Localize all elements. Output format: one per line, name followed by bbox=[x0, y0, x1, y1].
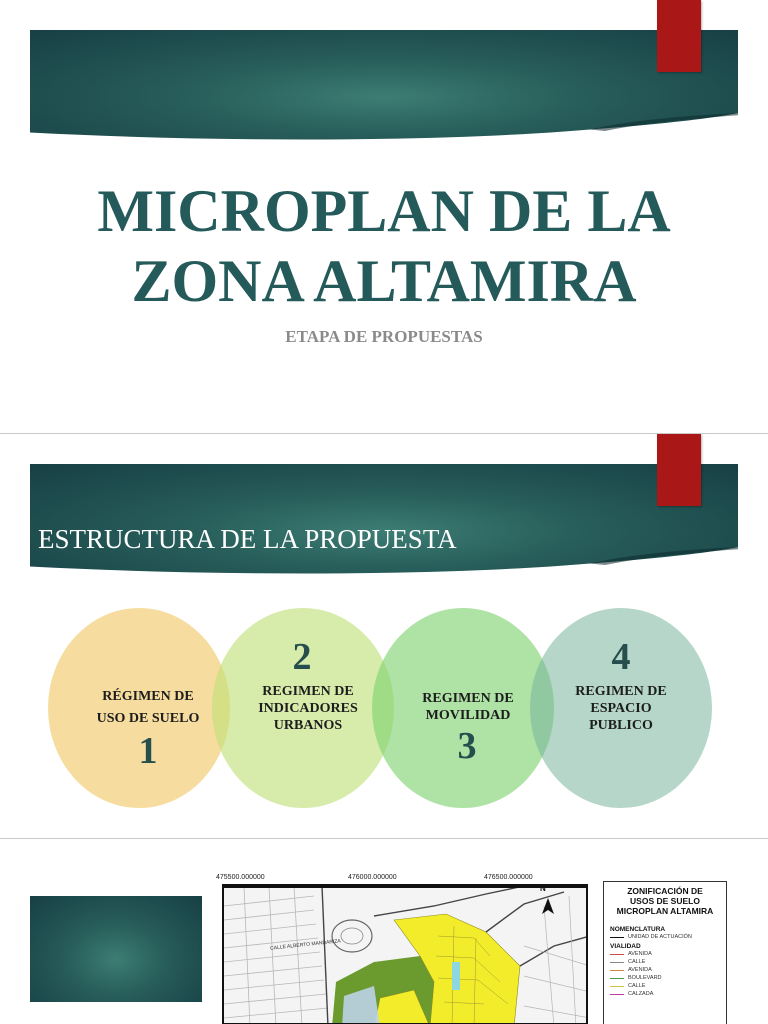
north-label: N bbox=[540, 884, 546, 893]
circle-4-line-3: PUBLICO bbox=[589, 718, 653, 733]
circle-2-label bbox=[238, 683, 378, 734]
legend-row-road bbox=[610, 974, 720, 982]
legend-row-label: BOULEVARD bbox=[628, 975, 662, 981]
legend-row-label: AVENIDA bbox=[628, 951, 652, 957]
slide-map[interactable] bbox=[0, 838, 768, 1024]
banner-curve bbox=[30, 113, 738, 142]
circle-1-label bbox=[74, 688, 222, 727]
legend-row-road bbox=[610, 990, 720, 998]
circle-2-number: 2 bbox=[292, 636, 312, 678]
legend-row-label: AVENIDA bbox=[628, 967, 652, 973]
presentation-subtitle: ETAPA DE PROPUESTAS bbox=[285, 327, 483, 346]
circle-1-number: 1 bbox=[138, 730, 158, 772]
circle-1-line-2: USO DE SUELO bbox=[96, 711, 200, 726]
legend-title-line-2: USOS DE SUELO bbox=[630, 896, 700, 906]
legend-row-road bbox=[610, 950, 720, 958]
legend-swatch bbox=[610, 937, 624, 938]
legend-row-label: CALLE bbox=[628, 959, 646, 965]
section-title: ESTRUCTURA DE LA PROPUESTA bbox=[38, 524, 457, 554]
circle-3-number: 3 bbox=[457, 725, 477, 767]
map-coord-x3: 476500.000000 bbox=[484, 874, 533, 881]
proposal-venn bbox=[0, 434, 768, 837]
legend-row-road bbox=[610, 982, 720, 990]
legend-swatch bbox=[610, 994, 624, 995]
circle-4-number: 4 bbox=[611, 636, 631, 678]
map-coord-x2: 476000.000000 bbox=[348, 874, 397, 881]
presentation-title bbox=[40, 176, 728, 316]
zoning-map bbox=[208, 839, 592, 1024]
legend-swatch bbox=[610, 986, 624, 987]
side-banner bbox=[30, 896, 202, 1002]
circle-4-line-1: REGIMEN DE bbox=[575, 684, 667, 699]
slide-structure[interactable] bbox=[0, 433, 768, 837]
legend-title-line-1: ZONIFICACIÓN DE bbox=[627, 886, 703, 896]
legend-swatch bbox=[610, 970, 624, 971]
circle-3-label bbox=[398, 690, 538, 724]
legend-row-label: CALZADA bbox=[628, 991, 654, 997]
circle-2-line-3: URBANOS bbox=[273, 718, 343, 733]
map-street-label: CALLE ALBERTO MANDARIZA bbox=[269, 938, 342, 952]
circle-2-line-2: INDICADORES bbox=[258, 701, 358, 716]
legend-title bbox=[610, 886, 720, 916]
map-drawing bbox=[224, 886, 588, 1024]
map-canvas bbox=[222, 884, 588, 1024]
legend-row-label: CALLE bbox=[628, 983, 646, 989]
red-accent-tab bbox=[657, 0, 701, 72]
legend-swatch bbox=[610, 978, 624, 979]
circle-1-line-1: RÉGIMEN DE bbox=[102, 689, 194, 704]
legend-row-unit bbox=[610, 933, 720, 941]
legend-section-vialidad: VIALIDAD bbox=[610, 943, 641, 950]
header-banner bbox=[30, 30, 738, 142]
map-coord-x1: 475500.000000 bbox=[216, 874, 265, 881]
legend-swatch bbox=[610, 954, 624, 955]
title-line-2: ZONA ALTAMIRA bbox=[131, 248, 637, 314]
legend-roads bbox=[610, 950, 720, 998]
circle-2-line-1: REGIMEN DE bbox=[262, 684, 354, 699]
title-line-1: MICROPLAN DE LA bbox=[97, 178, 671, 244]
legend-row-road bbox=[610, 958, 720, 966]
legend-title-line-3: MICROPLAN ALTAMIRA bbox=[616, 906, 714, 916]
circle-3-line-2: MOVILIDAD bbox=[425, 708, 511, 723]
circle-3-line-1: REGIMEN DE bbox=[422, 691, 514, 706]
legend-row-road bbox=[610, 966, 720, 974]
legend-row-label: UNIDAD DE ACTUACIÓN bbox=[628, 934, 692, 940]
map-legend bbox=[603, 881, 727, 1024]
circle-4-label bbox=[553, 683, 689, 734]
slide-title[interactable] bbox=[0, 0, 768, 432]
legend-swatch bbox=[610, 962, 624, 963]
circle-4-line-2: ESPACIO bbox=[590, 701, 652, 716]
legend-section-nomenclatura: NOMENCLATURA bbox=[610, 926, 666, 933]
